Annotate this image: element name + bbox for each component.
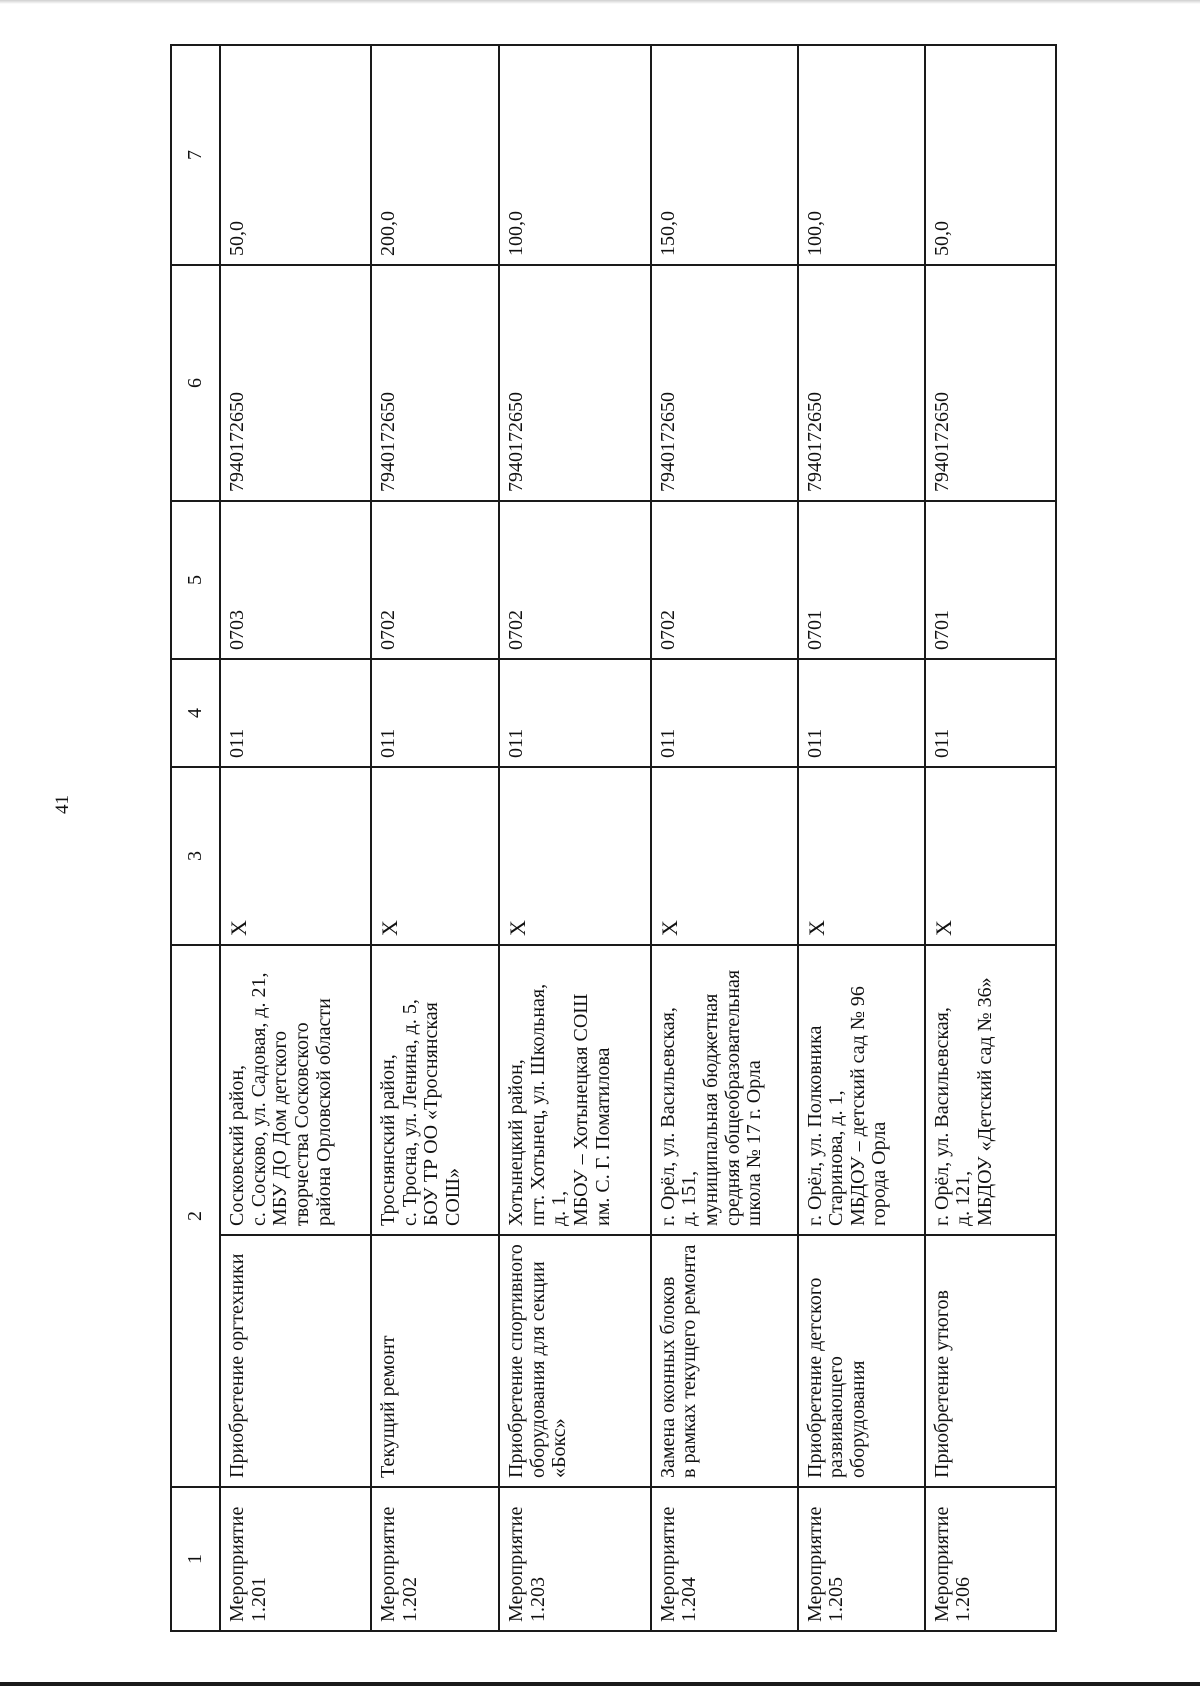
header-col-1: 1	[171, 1487, 220, 1631]
cell-event-name-line: Текущий ремонт	[376, 1335, 399, 1478]
cell-event-name-line: Замена оконных блоков	[656, 1276, 679, 1478]
cell-event-id-line: Мероприятие	[803, 1506, 826, 1622]
cell-address-line: Старинова, д. 1,	[825, 1090, 848, 1226]
cell-event-id-line: Мероприятие	[226, 1506, 249, 1622]
funding-table	[170, 44, 1057, 1632]
cell-col-4: 011	[371, 659, 499, 767]
cell-address-line: МБОУ – Хотынецкая СОШ	[569, 993, 592, 1226]
header-col-5: 5	[171, 501, 220, 659]
cell-address-line: г. Орёл, ул. Полковника	[803, 1025, 826, 1226]
cell-col-5: 0702	[651, 501, 798, 659]
cell-col-5: 0701	[925, 501, 1056, 659]
cell-col-7: 150,0	[651, 45, 798, 265]
cell-address-line: Троснянский район,	[376, 1054, 399, 1226]
cell-address-line: СОШ»	[441, 1168, 464, 1226]
cell-col-5: 0702	[499, 501, 651, 659]
cell-col-6: 7940172650	[371, 265, 499, 501]
cell-event-name-line: развивающего	[825, 1356, 848, 1478]
header-col-4: 4	[171, 659, 220, 767]
cell-col-7: 100,0	[798, 45, 925, 265]
cell-event-id	[371, 1487, 499, 1631]
cell-event-id-line: 1.206	[952, 1577, 975, 1622]
cell-address	[371, 945, 499, 1235]
cell-event-name-line: Приобретение детского	[803, 1277, 826, 1478]
cell-address-line: муниципальная бюджетная	[700, 993, 723, 1226]
header-col-3: 3	[171, 767, 220, 945]
cell-col-4: 011	[651, 659, 798, 767]
table-row	[371, 45, 499, 1631]
table-row	[651, 45, 798, 1631]
cell-address-line: школа № 17 г. Орла	[743, 1060, 766, 1226]
cell-event-name-line: в рамках текущего ремонта	[678, 1244, 701, 1478]
cell-col-7: 200,0	[371, 45, 499, 265]
cell-col-6: 7940172650	[220, 265, 371, 501]
cell-address-line: им. С. Г. Поматилова	[591, 1047, 614, 1226]
cell-event-name	[798, 1235, 925, 1487]
cell-event-id-line: Мероприятие	[505, 1506, 528, 1622]
cell-address	[798, 945, 925, 1235]
cell-address-line: района Орловской области	[312, 998, 335, 1226]
cell-event-id	[499, 1487, 651, 1631]
header-col-7: 7	[171, 45, 220, 265]
table-row	[798, 45, 925, 1631]
table-body	[171, 45, 1056, 1631]
cell-address-line: д. 151,	[678, 1170, 701, 1226]
cell-event-id-line: Мероприятие	[656, 1506, 679, 1622]
cell-event-name-line: оборудования	[846, 1360, 869, 1478]
cell-col-5: 0702	[371, 501, 499, 659]
cell-address-line: д. 121,	[952, 1170, 975, 1226]
cell-col-7: 50,0	[925, 45, 1056, 265]
cell-event-id	[220, 1487, 371, 1631]
cell-col-4: 011	[925, 659, 1056, 767]
cell-address-line: города Орла	[868, 1121, 891, 1226]
cell-address-line: г. Орёл, ул. Васильевская,	[930, 1007, 953, 1226]
cell-address-line: с. Тросна, ул. Ленина, д. 5,	[398, 999, 421, 1226]
cell-address-line: д. 1,	[548, 1190, 571, 1226]
cell-address-line: творчества Сосковского	[291, 1022, 313, 1226]
cell-event-name	[499, 1235, 651, 1487]
cell-event-name	[925, 1235, 1056, 1487]
cell-col-4: 011	[798, 659, 925, 767]
scan-line-bottom	[0, 1682, 1200, 1686]
cell-event-name	[220, 1235, 371, 1487]
cell-col-6: 7940172650	[651, 265, 798, 501]
cell-address-line: Сосковский район,	[226, 1064, 249, 1226]
header-row	[171, 45, 220, 1631]
cell-col-3: Х	[925, 767, 1056, 945]
cell-event-id-line: 1.203	[526, 1577, 549, 1622]
cell-event-name-line: Приобретение оргтехники	[226, 1253, 249, 1478]
cell-event-id-line: 1.202	[398, 1577, 421, 1622]
cell-col-3: Х	[798, 767, 925, 945]
cell-col-4: 011	[499, 659, 651, 767]
cell-col-6: 7940172650	[798, 265, 925, 501]
cell-event-id	[925, 1487, 1056, 1631]
cell-event-id	[651, 1487, 798, 1631]
cell-event-name-line: оборудования для секции	[526, 1261, 549, 1478]
cell-event-name	[651, 1235, 798, 1487]
cell-col-4: 011	[220, 659, 371, 767]
cell-address-line: МБУ ДО Дом детского	[269, 1030, 292, 1226]
cell-address	[499, 945, 651, 1235]
cell-address-line: МБДОУ «Детский сад № 36»	[973, 977, 996, 1226]
cell-event-name	[371, 1235, 499, 1487]
cell-address	[220, 945, 371, 1235]
cell-event-id-line: Мероприятие	[930, 1506, 953, 1622]
cell-event-id-line: 1.201	[247, 1577, 270, 1622]
cell-event-name-line: Приобретение спортивного	[505, 1244, 528, 1478]
scan-edge-top	[0, 0, 1200, 4]
table-row	[499, 45, 651, 1631]
cell-col-6: 7940172650	[499, 265, 651, 501]
cell-address	[925, 945, 1056, 1235]
cell-address-line: МБДОУ – детский сад № 96	[846, 986, 869, 1226]
cell-event-id-line: 1.205	[825, 1577, 848, 1622]
cell-address-line: с. Сосково, ул. Садовая, д. 21,	[247, 972, 270, 1226]
cell-address	[651, 945, 798, 1235]
table-row	[925, 45, 1056, 1631]
cell-col-3: Х	[371, 767, 499, 945]
page-number: 41	[52, 795, 73, 814]
cell-col-3: Х	[499, 767, 651, 945]
cell-event-id	[798, 1487, 925, 1631]
rotated-table-wrapper	[170, 46, 1057, 1632]
table-row	[220, 45, 371, 1631]
cell-col-3: Х	[651, 767, 798, 945]
cell-event-id-line: 1.204	[678, 1577, 701, 1622]
cell-col-7: 100,0	[499, 45, 651, 265]
cell-address-line: средняя общеобразовательная	[721, 969, 744, 1226]
cell-col-5: 0703	[220, 501, 371, 659]
cell-event-id-line: Мероприятие	[376, 1506, 399, 1622]
cell-event-name-line: Приобретение утюгов	[930, 1290, 953, 1478]
cell-col-5: 0701	[798, 501, 925, 659]
cell-col-7: 50,0	[220, 45, 371, 265]
cell-address-line: пгт. Хотынец, ул. Школьная,	[526, 983, 549, 1226]
header-col-2: 2	[171, 945, 220, 1487]
cell-address-line: БОУ ТР ОО «Троснянская	[420, 1002, 443, 1226]
cell-address-line: г. Орёл, ул. Васильевская,	[656, 1007, 679, 1226]
cell-address-line: Хотынецкий район,	[505, 1059, 528, 1226]
cell-event-name-line: «Бокс»	[548, 1418, 571, 1478]
cell-col-6: 7940172650	[925, 265, 1056, 501]
cell-col-3: Х	[220, 767, 371, 945]
header-col-6: 6	[171, 265, 220, 501]
